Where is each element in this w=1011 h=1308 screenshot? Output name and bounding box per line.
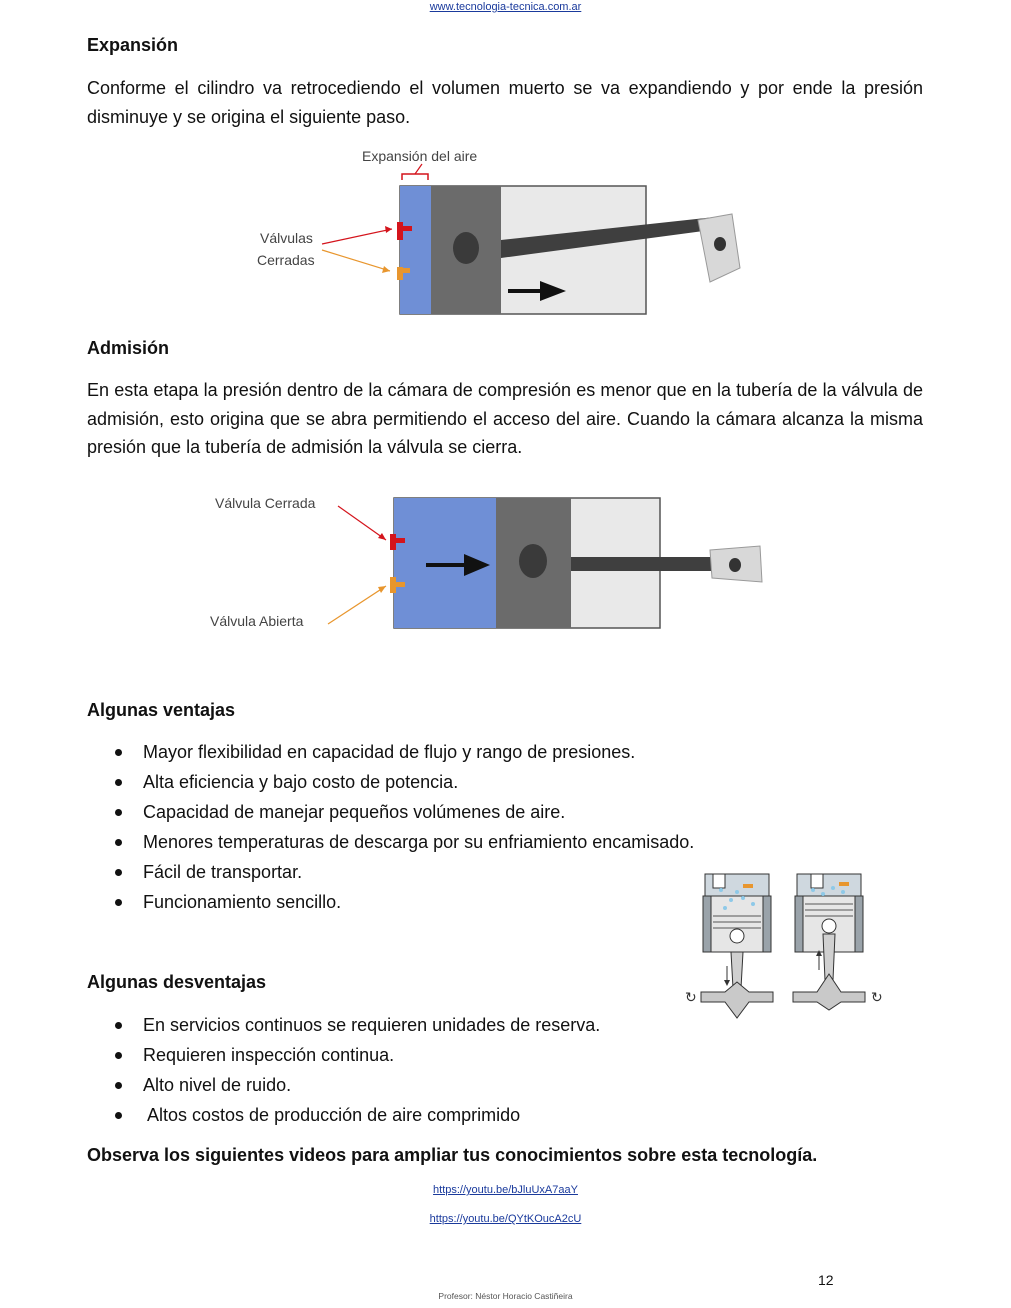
admission-heading: Admisión: [87, 338, 170, 358]
bullet-icon: [115, 809, 122, 816]
expansion-air-label: Expansión del aire: [362, 148, 478, 164]
upper-valve-stem: [393, 538, 405, 543]
valve-pointer-lower-head: [382, 266, 390, 273]
piston-pin: [453, 232, 479, 264]
admission-paragraph: En esta etapa la presión dentro de la cámara de compresión es menor que en la tubería de la válvula de admisión, esto origina que se abra permitiendo el acceso del aire. Cuando la cámara alcanza la misma presión que la tubería de admisión la válvula se cierra.: [87, 380, 923, 457]
valve-pointer-upper: [322, 229, 392, 244]
advantage-item: Capacidad de manejar pequeños volúmenes de aire.: [87, 797, 787, 827]
open-valve-pointer: [328, 586, 386, 624]
video-link-2[interactable]: https://youtu.be/QYtKOucA2cU: [429, 1213, 582, 1225]
disadvantages-list: [87, 1010, 687, 1130]
open-valve-label: Válvula Abierta: [210, 613, 304, 629]
lower-valve-stem: [400, 268, 410, 273]
bullet-icon: [115, 779, 122, 786]
expansion-bracket: [402, 174, 428, 180]
advantage-item: Mayor flexibilidad en capacidad de flujo y rango de presiones.: [87, 737, 787, 767]
bullet-icon: [115, 1052, 122, 1059]
page-number: 12: [818, 1272, 834, 1288]
open-valve-pointer-head: [378, 586, 386, 593]
advantage-item: Alta eficiencia y bajo costo de potencia.: [87, 767, 787, 797]
disadvantage-item: En servicios continuos se requieren unidades de reserva.: [87, 1010, 687, 1040]
closed-valve-label: Válvula Cerrada: [215, 495, 316, 511]
closed-valve-pointer-head: [378, 533, 386, 540]
crank-pin: [714, 237, 726, 251]
disadvantage-item: Altos costos de producción de aire comprimido: [87, 1100, 687, 1130]
admission-diagram: [200, 488, 770, 638]
compressor-left: [685, 874, 773, 1018]
advantage-item: Funcionamiento sencillo.: [87, 887, 787, 917]
advantage-item: Menores temperaturas de descarga por su enfriamiento encamisado.: [87, 827, 787, 857]
disadvantage-item: Alto nivel de ruido.: [87, 1070, 687, 1100]
footer-author: Profesor: Néstor Horacio Castiñeira: [438, 1291, 573, 1301]
bullet-icon: [115, 1022, 122, 1029]
expansion-diagram: [250, 140, 750, 325]
svg-text:↻: ↻: [685, 990, 697, 1006]
upper-valve-stem: [400, 226, 412, 231]
bullet-icon: [115, 749, 122, 756]
expansion-paragraph: Conforme el cilindro va retrocediendo el volumen muerto se va expandiendo y por ende la presión disminuye y se origina el siguiente paso.: [87, 78, 923, 127]
advantages-heading: Algunas ventajas: [87, 700, 236, 720]
videos-call-to-action: Observa los siguientes videos para ampliar tus conocimientos sobre esta tecnología.: [87, 1145, 818, 1165]
lower-valve-stem: [393, 582, 405, 587]
advantages-list: [87, 737, 787, 917]
closed-valve-pointer: [338, 506, 386, 540]
crank-pin: [729, 558, 741, 572]
video-link-1[interactable]: https://youtu.be/bJluUxA7aaY: [433, 1184, 578, 1196]
site-link[interactable]: www.tecnologia-tecnica.com.ar: [429, 1, 582, 13]
valves-label-line2: Cerradas: [257, 252, 315, 268]
piston-pin: [519, 544, 547, 578]
valves-label-line1: Válvulas: [260, 230, 313, 246]
valve-pointer-upper-head: [385, 226, 392, 233]
bullet-icon: [115, 1112, 122, 1119]
compressor-right: [793, 874, 883, 1010]
bullet-icon: [115, 1082, 122, 1089]
bullet-icon: [115, 839, 122, 846]
valve-pointer-lower: [322, 250, 390, 271]
bullet-icon: [115, 899, 122, 906]
compressor-illustration: [683, 870, 888, 1022]
expansion-heading: Expansión: [87, 35, 179, 55]
bullet-icon: [115, 869, 122, 876]
disadvantage-item: Requieren inspección continua.: [87, 1040, 687, 1070]
expansion-bracket-pointer: [415, 164, 422, 174]
svg-text:↻: ↻: [871, 990, 883, 1006]
advantage-item: Fácil de transportar.: [87, 857, 787, 887]
connecting-rod: [571, 557, 721, 571]
disadvantages-heading: Algunas desventajas: [87, 972, 267, 992]
air-chamber: [400, 186, 431, 314]
